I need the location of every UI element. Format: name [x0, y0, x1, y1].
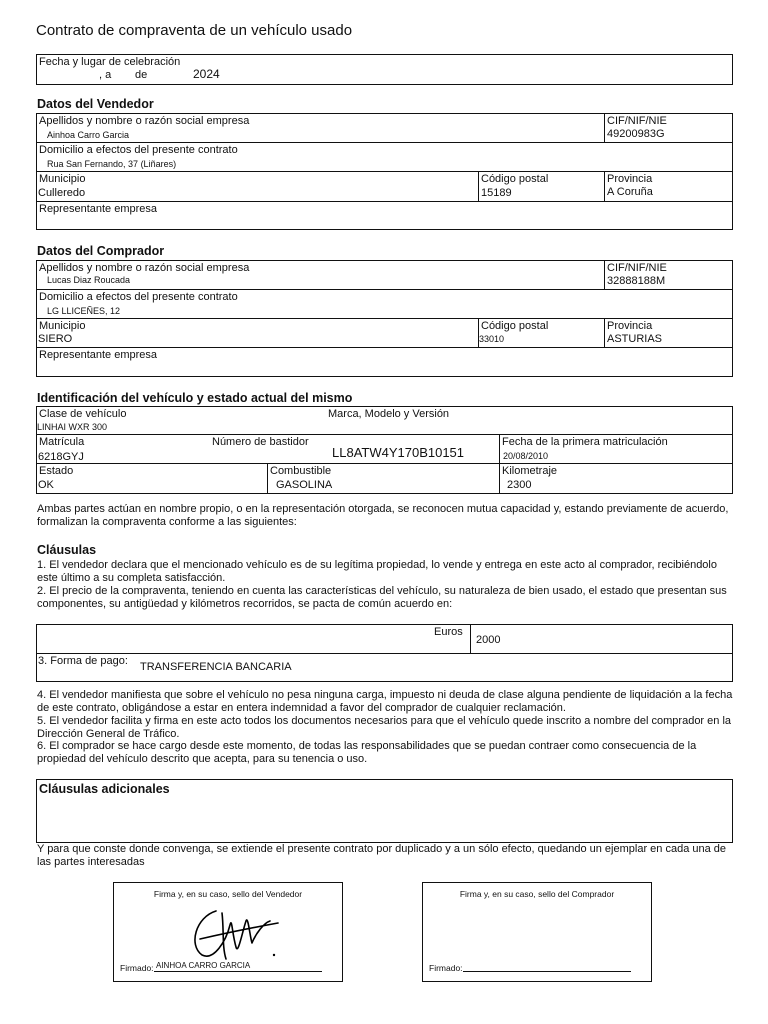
clausula-2: 2. El precio de la compraventa, teniendo en cuenta las características del vehículo, su naturaleza de bien usado, el estado que presentan sus componentes, su antigüedad y kilómetros recorridos, se pacta de común acuerdo en: — [37, 585, 727, 610]
vendedor-cif-value: 49200983G — [607, 128, 665, 140]
divider — [36, 142, 733, 143]
divider — [470, 624, 471, 653]
vehiculo-fecha-matric-value: 20/08/2010 — [503, 451, 549, 461]
vendedor-nombre-value: Ainhoa Carro Garcia — [47, 130, 130, 140]
vehiculo-fecha-matric-label: Fecha de la primera matriculación — [502, 436, 668, 448]
vehiculo-clase-value: LINHAI WXR 300 — [37, 422, 108, 432]
vehiculo-clase-label: Clase de vehículo — [39, 408, 127, 420]
vehiculo-combustible-value: GASOLINA — [276, 479, 333, 491]
comprador-cp-label: Código postal — [481, 320, 549, 332]
fecha-de: de — [135, 69, 148, 81]
fecha-year: 2024 — [193, 67, 220, 81]
comprador-municipio-value: SIERO — [38, 333, 73, 345]
vendedor-nombre-label: Apellidos y nombre o razón social empresa — [39, 115, 250, 127]
divider — [36, 289, 733, 290]
firma-vendedor-box — [113, 882, 343, 982]
vehiculo-km-value: 2300 — [507, 479, 532, 491]
divider — [36, 347, 733, 348]
comprador-nombre-value: Lucas Diaz Roucada — [47, 275, 131, 285]
comprador-provincia-value: ASTURIAS — [607, 333, 663, 345]
divider — [36, 171, 733, 172]
vendedor-municipio-value: Culleredo — [38, 187, 86, 199]
firma-comprador-box — [422, 882, 652, 982]
intro-paragraph: Ambas partes actúan en nombre propio, o en la representación otorgada, se reconocen mutua capacidad y, estando previamente de acuerdo, formalizan la compraventa conforme a las siguientes: — [37, 503, 729, 528]
closing-paragraph: Y para que conste donde convenga, se extiende el presente contrato por duplicado y a un sólo efecto, quedando un ejemplar en cada una de las partes interesadas — [37, 843, 727, 868]
fecha-label: Fecha y lugar de celebración — [39, 56, 181, 68]
vehiculo-section-title: Identificación del vehículo y estado actual del mismo — [37, 391, 353, 405]
comprador-domicilio-label: Domicilio a efectos del presente contrato — [39, 291, 238, 303]
vehiculo-bastidor-label: Número de bastidor — [212, 436, 309, 448]
forma-pago-label: 3. Forma de pago: — [38, 655, 128, 667]
divider — [36, 434, 733, 435]
divider — [604, 318, 605, 347]
divider — [604, 260, 605, 289]
firma-line — [463, 971, 631, 972]
clausula-6: 6. El comprador se hace cargo desde este momento, de todas las responsabilidades que se puedan contraer como consecuencia de la propiedad del vehículo descrito que acepta, para su tenencia o uso. — [37, 740, 697, 765]
clausulas-adicionales-title: Cláusulas adicionales — [39, 782, 170, 796]
comprador-cif-label: CIF/NIF/NIE — [607, 262, 667, 274]
clausula-4: 4. El vendedor manifiesta que sobre el vehículo no pesa ninguna carga, impuesto ni deuda de clase alguna pendiente de liquidación a la fecha de este contrato, obligándose a estar en entera indemnidad a favor del comprador de cualquier reclamación. — [37, 689, 733, 714]
vendedor-provincia-label: Provincia — [607, 173, 653, 185]
comprador-section-title: Datos del Comprador — [37, 244, 165, 258]
firma-comprador-header: Firma y, en su caso, sello del Comprador — [459, 889, 615, 899]
vehiculo-km-label: Kilometraje — [502, 465, 558, 477]
divider — [604, 171, 605, 201]
vendedor-representante-label: Representante empresa — [39, 203, 158, 215]
vendedor-cp-value: 15189 — [481, 187, 512, 199]
vendedor-domicilio-label: Domicilio a efectos del presente contrato — [39, 144, 238, 156]
divider — [499, 434, 500, 494]
vehiculo-estado-value: OK — [38, 479, 54, 491]
euros-label: Euros — [434, 626, 463, 638]
clausulas-title: Cláusulas — [37, 543, 97, 557]
firmado-label: Firmado: — [120, 963, 154, 973]
firmado-label: Firmado: — [429, 963, 463, 973]
divider — [267, 463, 268, 494]
euros-value: 2000 — [476, 634, 501, 646]
comprador-provincia-label: Provincia — [607, 320, 653, 332]
vendedor-section-title: Datos del Vendedor — [37, 97, 154, 111]
comprador-domicilio-value: LG LLICEÑES, 12 — [47, 306, 121, 316]
divider — [36, 201, 733, 202]
divider — [604, 113, 605, 142]
comprador-municipio-label: Municipio — [39, 320, 86, 332]
vehiculo-estado-label: Estado — [39, 465, 74, 477]
vehiculo-combustible-label: Combustible — [270, 465, 332, 477]
firma-line — [154, 971, 322, 972]
vendedor-domicilio-value: Rua San Fernando, 37 (Liñares) — [47, 159, 177, 169]
vehiculo-bastidor-value: LL8ATW4Y170B10151 — [332, 445, 465, 460]
divider — [36, 653, 733, 654]
vendedor-cp-label: Código postal — [481, 173, 549, 185]
vehiculo-marca-label: Marca, Modelo y Versión — [328, 408, 450, 420]
clausula-1: 1. El vendedor declara que el mencionado vehículo es de su legítima propiedad, lo vende y entrega en este acto al comprador, recibiéndolo este último a su completa satisfacción. — [37, 559, 717, 584]
divider — [36, 318, 733, 319]
vendedor-firmado-name: AINHOA CARRO GARCIA — [156, 961, 251, 970]
comprador-cif-value: 32888188M — [607, 275, 666, 287]
vendedor-provincia-value: A Coruña — [607, 186, 653, 198]
comprador-nombre-label: Apellidos y nombre o razón social empresa — [39, 262, 250, 274]
vendedor-signature-icon — [186, 903, 286, 965]
vendedor-municipio-label: Municipio — [39, 173, 86, 185]
document-title: Contrato de compraventa de un vehículo usado — [36, 22, 353, 39]
divider — [478, 171, 479, 201]
divider — [36, 463, 733, 464]
vehiculo-matricula-value: 6218GYJ — [38, 451, 84, 463]
comprador-representante-label: Representante empresa — [39, 349, 158, 361]
firma-vendedor-header: Firma y, en su caso, sello del Vendedor — [153, 889, 303, 899]
forma-pago-value: TRANSFERENCIA BANCARIA — [140, 661, 292, 673]
vendedor-cif-label: CIF/NIF/NIE — [607, 115, 667, 127]
fecha-comma-a: , a — [99, 69, 112, 81]
comprador-cp-value: 33010 — [479, 334, 505, 344]
vehiculo-matricula-label: Matrícula — [39, 436, 85, 448]
clausula-5: 5. El vendedor facilita y firma en este acto todos los documentos necesarios para que el vehículo quede inscrito a nombre del comprador en la Dirección General de Tráfico. — [37, 715, 732, 740]
